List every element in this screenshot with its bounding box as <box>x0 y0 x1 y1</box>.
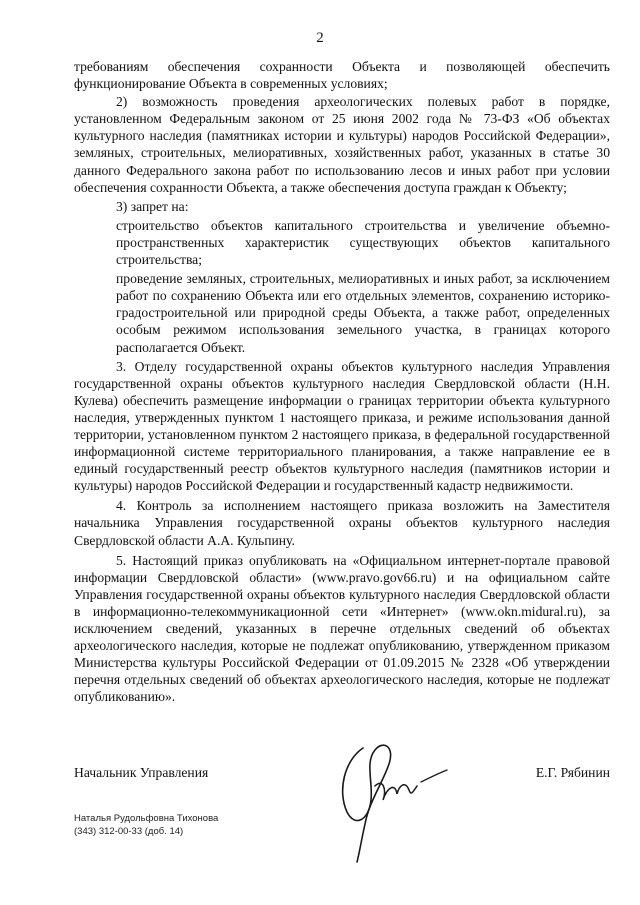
paragraph-item-2: 2) возможность проведения археологических полевых работ в порядке, установленном Федеральным законом от 25 июня 2002 года № 73-ФЗ «Об объектах культурного наследия (памятниках истории и культуры) народов Российской Федерации», земляных, строительных, мелиоративных, хозяйственных работ, указанных в статье 30 данного Федерального закона работ по использованию лесов и иных работ при условии обеспечения сохранности Объекта, а также обеспечения доступа граждан к Объекту; <box>74 94 610 195</box>
paragraph-clause-4: 4. Контроль за исполнением настоящего приказа возложить на Заместителя начальника Управления государственной охраны объектов культурного наследия Свердловской области А.А. Кульпину. <box>74 498 610 548</box>
page-number: 2 <box>316 30 324 46</box>
paragraph-clause-3: 3. Отделу государственной охраны объектов культурного наследия Управления государственной охраны объектов культурного наследия Свердловской области (Н.Н. Кулева) обеспечить размещение информации о границах территории объекта культурного наследия, утвержденных пунктом 1 настоящего приказа, и режиме использования данной территории, установленном пунктом 2 настоящего приказа, в федеральной государственной информационной системе территориального планирования, а также направление ее в единый государственный реестр объектов культурного наследия (памятников истории и культуры) народов Российской Федерации и государственный кадастр недвижимости. <box>74 358 610 494</box>
contact-phone: (343) 312-00-33 (доб. 14) <box>74 826 184 837</box>
signatory-position: Начальник Управления <box>74 765 209 780</box>
signature-block <box>74 765 610 781</box>
document-body <box>74 58 610 705</box>
paragraph-prohibition-works: проведение земляных, строительных, мелиоративных и иных работ, за исключением работ по сохранению Объекта или его отдельных элементов, сохранению историко-градостроительной или природной среды Объекта, а также работ, определенных особым режимом использования земельного участка, в границах которого располагается Объект. <box>116 271 610 355</box>
contact-block <box>74 812 218 838</box>
paragraph-clause-5: 5. Настоящий приказ опубликовать на «Официальном интернет-портале правовой информации Свердловской области» (www.pravo.gov66.ru) и на официальном сайте Управления государственной охраны объектов культурного наследия Свердловской области в информационно-телекоммуникационной сети «Интернет» (www.okn.midural.ru), за исключением сведений, указанных в перечне отдельных сведений об объектах археологического наследия, которые не подлежат опубликованию, утвержденном приказом Министерства культуры Российской Федерации от 01.09.2015 № 2328 «Об утверждении перечня отдельных сведений об объектах археологического наследия, которые не подлежат опубликованию». <box>74 552 610 705</box>
paragraph-prohibition-construction: строительство объектов капитального строительства и увеличение объемно-пространственных характеристик существующих объектов капитального строительства; <box>116 217 610 268</box>
signatory-name: Е.Г. Рябинин <box>535 765 610 780</box>
paragraph-continuation: требованиям обеспечения сохранности Объекта и позволяющей обеспечить функционирование Объекта в современных условиях; <box>74 59 610 92</box>
contact-name: Наталья Рудольфовна Тихонова <box>74 813 219 824</box>
handwritten-signature <box>325 720 455 865</box>
paragraph-item-3: 3) запрет на: <box>116 198 189 214</box>
